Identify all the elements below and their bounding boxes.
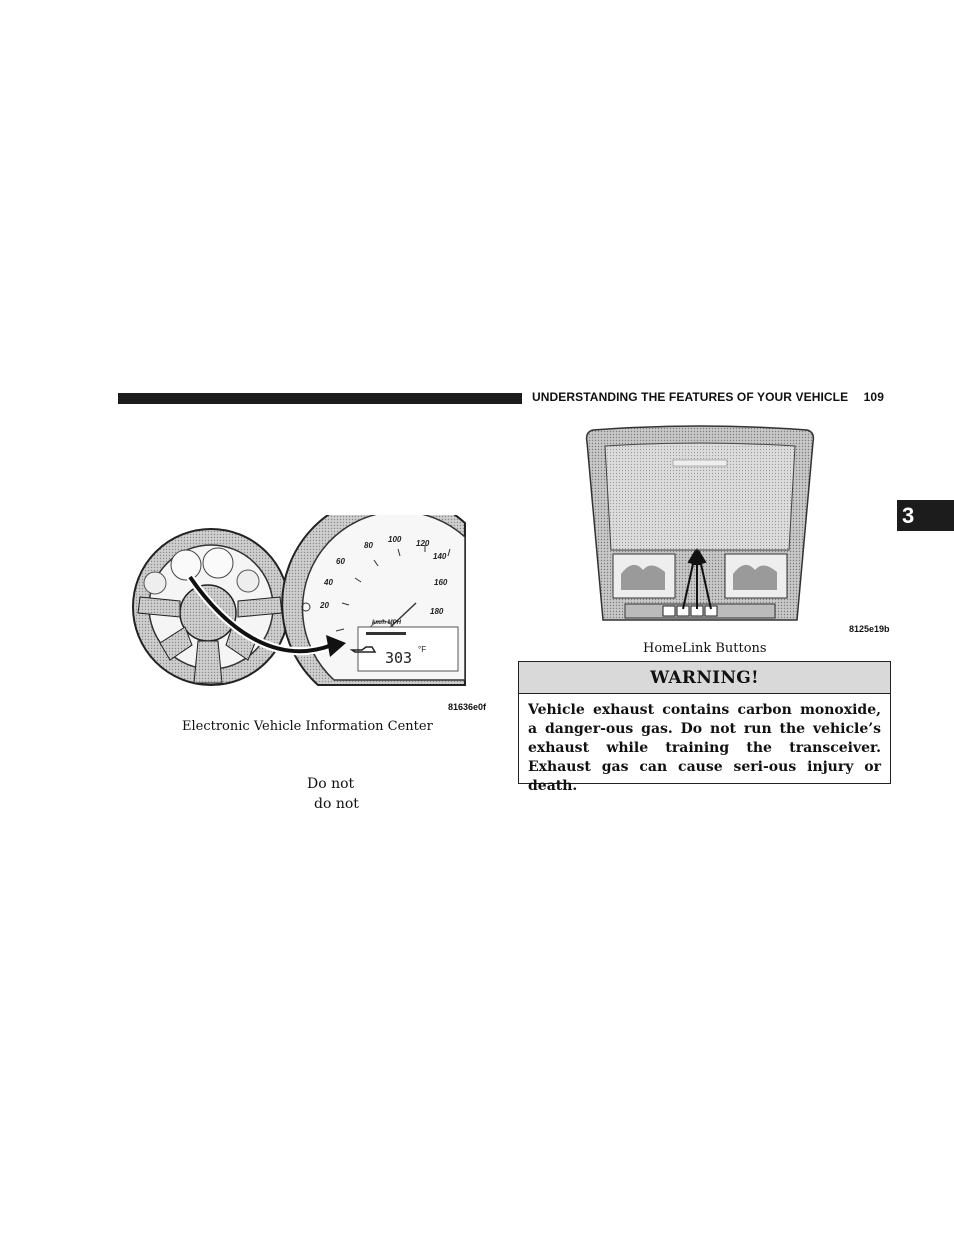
warning-title: WARNING!: [519, 662, 890, 694]
gauge-label-140: 140: [433, 552, 447, 561]
chapter-tab: 3: [897, 500, 954, 531]
figure-code-right: 8125e19b: [849, 624, 890, 634]
body-text-line-1: Do not: [307, 776, 355, 792]
header-rule: [118, 393, 522, 404]
homelink-drawing: [585, 424, 815, 624]
gauge-label-100: 100: [388, 535, 402, 544]
section-title: UNDERSTANDING THE FEATURES OF YOUR VEHICLE: [532, 390, 849, 404]
display-temp-unit: °F: [418, 645, 427, 654]
gauge-label-160: 160: [434, 578, 448, 587]
gauge-label-20: 20: [320, 601, 329, 610]
evic-illustration: [120, 515, 480, 705]
page-number: 109: [863, 390, 884, 404]
homelink-illustration: [585, 424, 815, 624]
body-text-line-2: do not: [314, 796, 359, 812]
gauge-label-120: 120: [416, 539, 430, 548]
gauge-label-80: 80: [364, 541, 373, 550]
gauge-label-60: 60: [336, 557, 345, 566]
evic-drawing: [120, 515, 480, 705]
gauge-label-180: 180: [430, 607, 444, 616]
display-temp: 303: [385, 649, 413, 667]
running-header: [532, 390, 892, 404]
figure-code-left: 81636e0f: [448, 702, 487, 712]
warning-box: [518, 661, 891, 794]
figure-caption-left: Electronic Vehicle Information Center: [182, 719, 433, 734]
figure-caption-right: HomeLink Buttons: [643, 641, 767, 656]
warning-text: Vehicle exhaust contains carbon monoxide, a danger-ous gas. Do not run the vehicle’s exhaust while training the transceiver. Exhaust gas can cause seri-ous injury or death.: [528, 702, 881, 794]
speedometer: [282, 515, 465, 685]
gauge-label-40: 40: [324, 578, 333, 587]
unit-label: km/h MPH: [372, 620, 402, 626]
